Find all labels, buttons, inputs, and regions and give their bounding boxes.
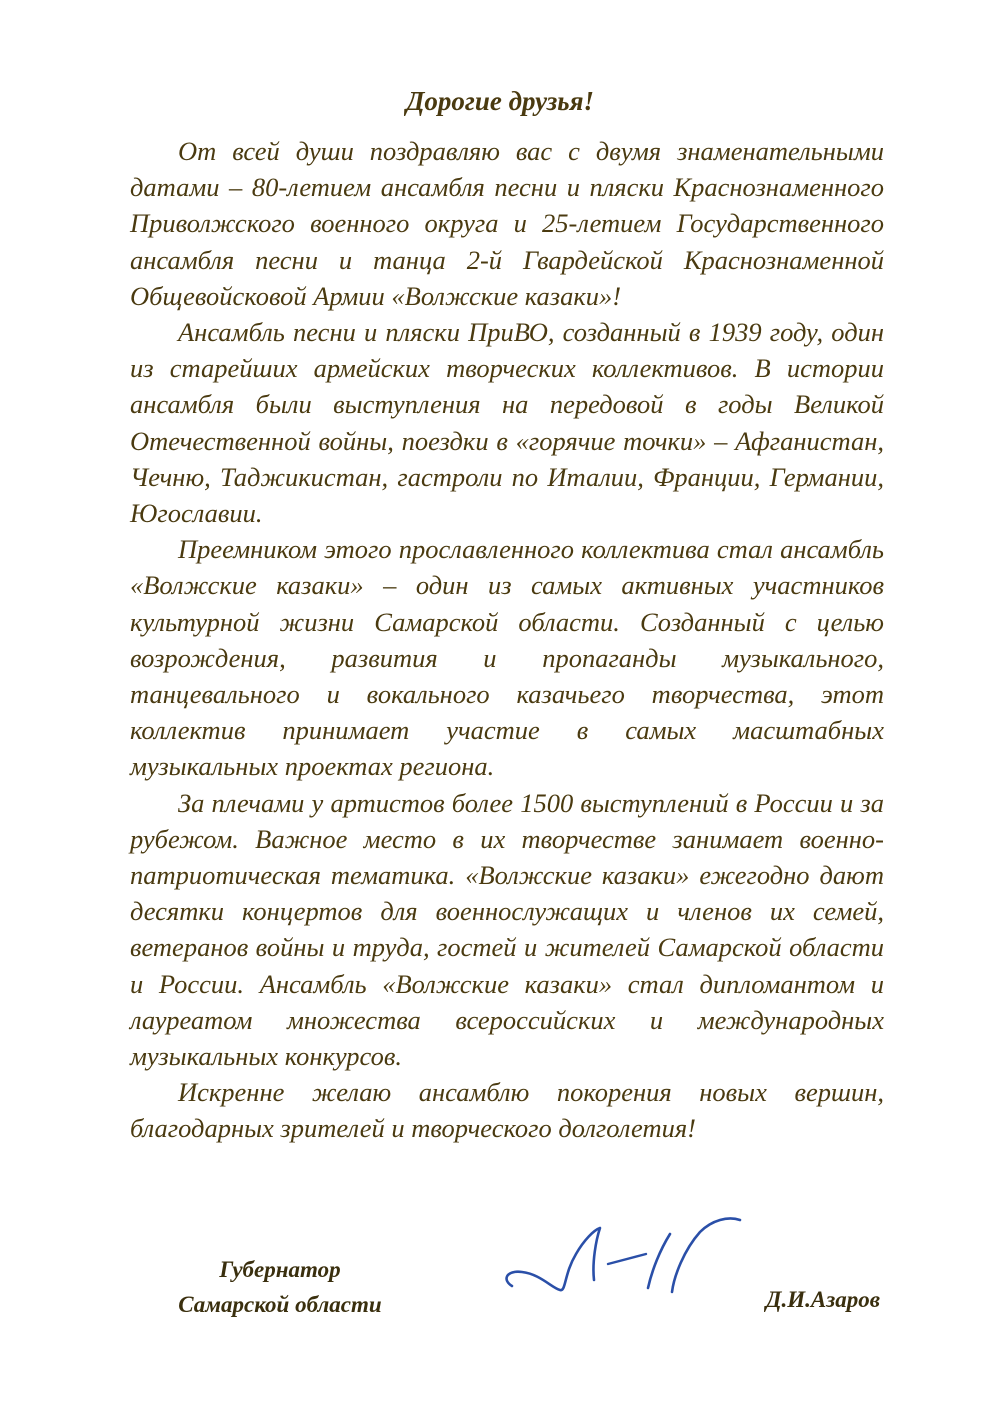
signatory-title-line1: Губернатор	[219, 1257, 341, 1282]
paragraph-achievements: За плечами у артистов более 1500 выступлений в России и за рубежом. Важное место в их творчестве занимает военно-патриотическая тематика. «Волжские казаки» ежегодно дают десятки концертов для военнослужащих и членов их семей, ветеранов войны и труда, гостей и жителей Самарской области и России. Ансамбль «Волжские казаки» стал дипломантом и лауреатом множества всероссийских и международных музыкальных конкурсов.	[130, 787, 884, 1072]
signatory-title	[130, 1252, 430, 1322]
paragraph-history: Ансамбль песни и пляски ПриВО, созданный в 1939 году, один из старейших армейских творческих коллективов. В истории ансамбля были выступления на передовой в годы Великой Отечественной войны, поездки в «горячие точки» – Афганистан, Чечню, Таджикистан, гастроли по Италии, Франции, Германии, Югославии.	[130, 317, 884, 529]
paragraph-successor: Преемником этого прославленного коллектива стал ансамбль «Волжские казаки» – один из самых активных участников культурной жизни Самарской области. Созданный с целью возрождения, развития и пропаганды музыкального, танцевального и вокального казачьего творчества, этот коллектив принимает участие в самых масштабных музыкальных проектах региона.	[130, 534, 884, 782]
letter-body	[130, 133, 884, 1147]
signatory-name: Д.И.Азаров	[765, 1287, 880, 1312]
paragraph-wishes: Искренне желаю ансамблю покорения новых вершин, благодарных зрителей и творческого долголетия!	[130, 1077, 884, 1144]
paragraph-congratulation: От всей души поздравляю вас с двумя знаменательными датами – 80-летием ансамбля песни и пляски Краснознаменного Приволжского военного округа и 25-летием Государственного ансамбля песни и танца 2-й Гвардейской Краснознаменной Общевойсковой Армии «Волжские казаки»!	[130, 136, 884, 311]
letter-greeting: Дорогие друзья!	[405, 86, 595, 116]
signatory-title-line2: Самарской области	[178, 1292, 382, 1317]
